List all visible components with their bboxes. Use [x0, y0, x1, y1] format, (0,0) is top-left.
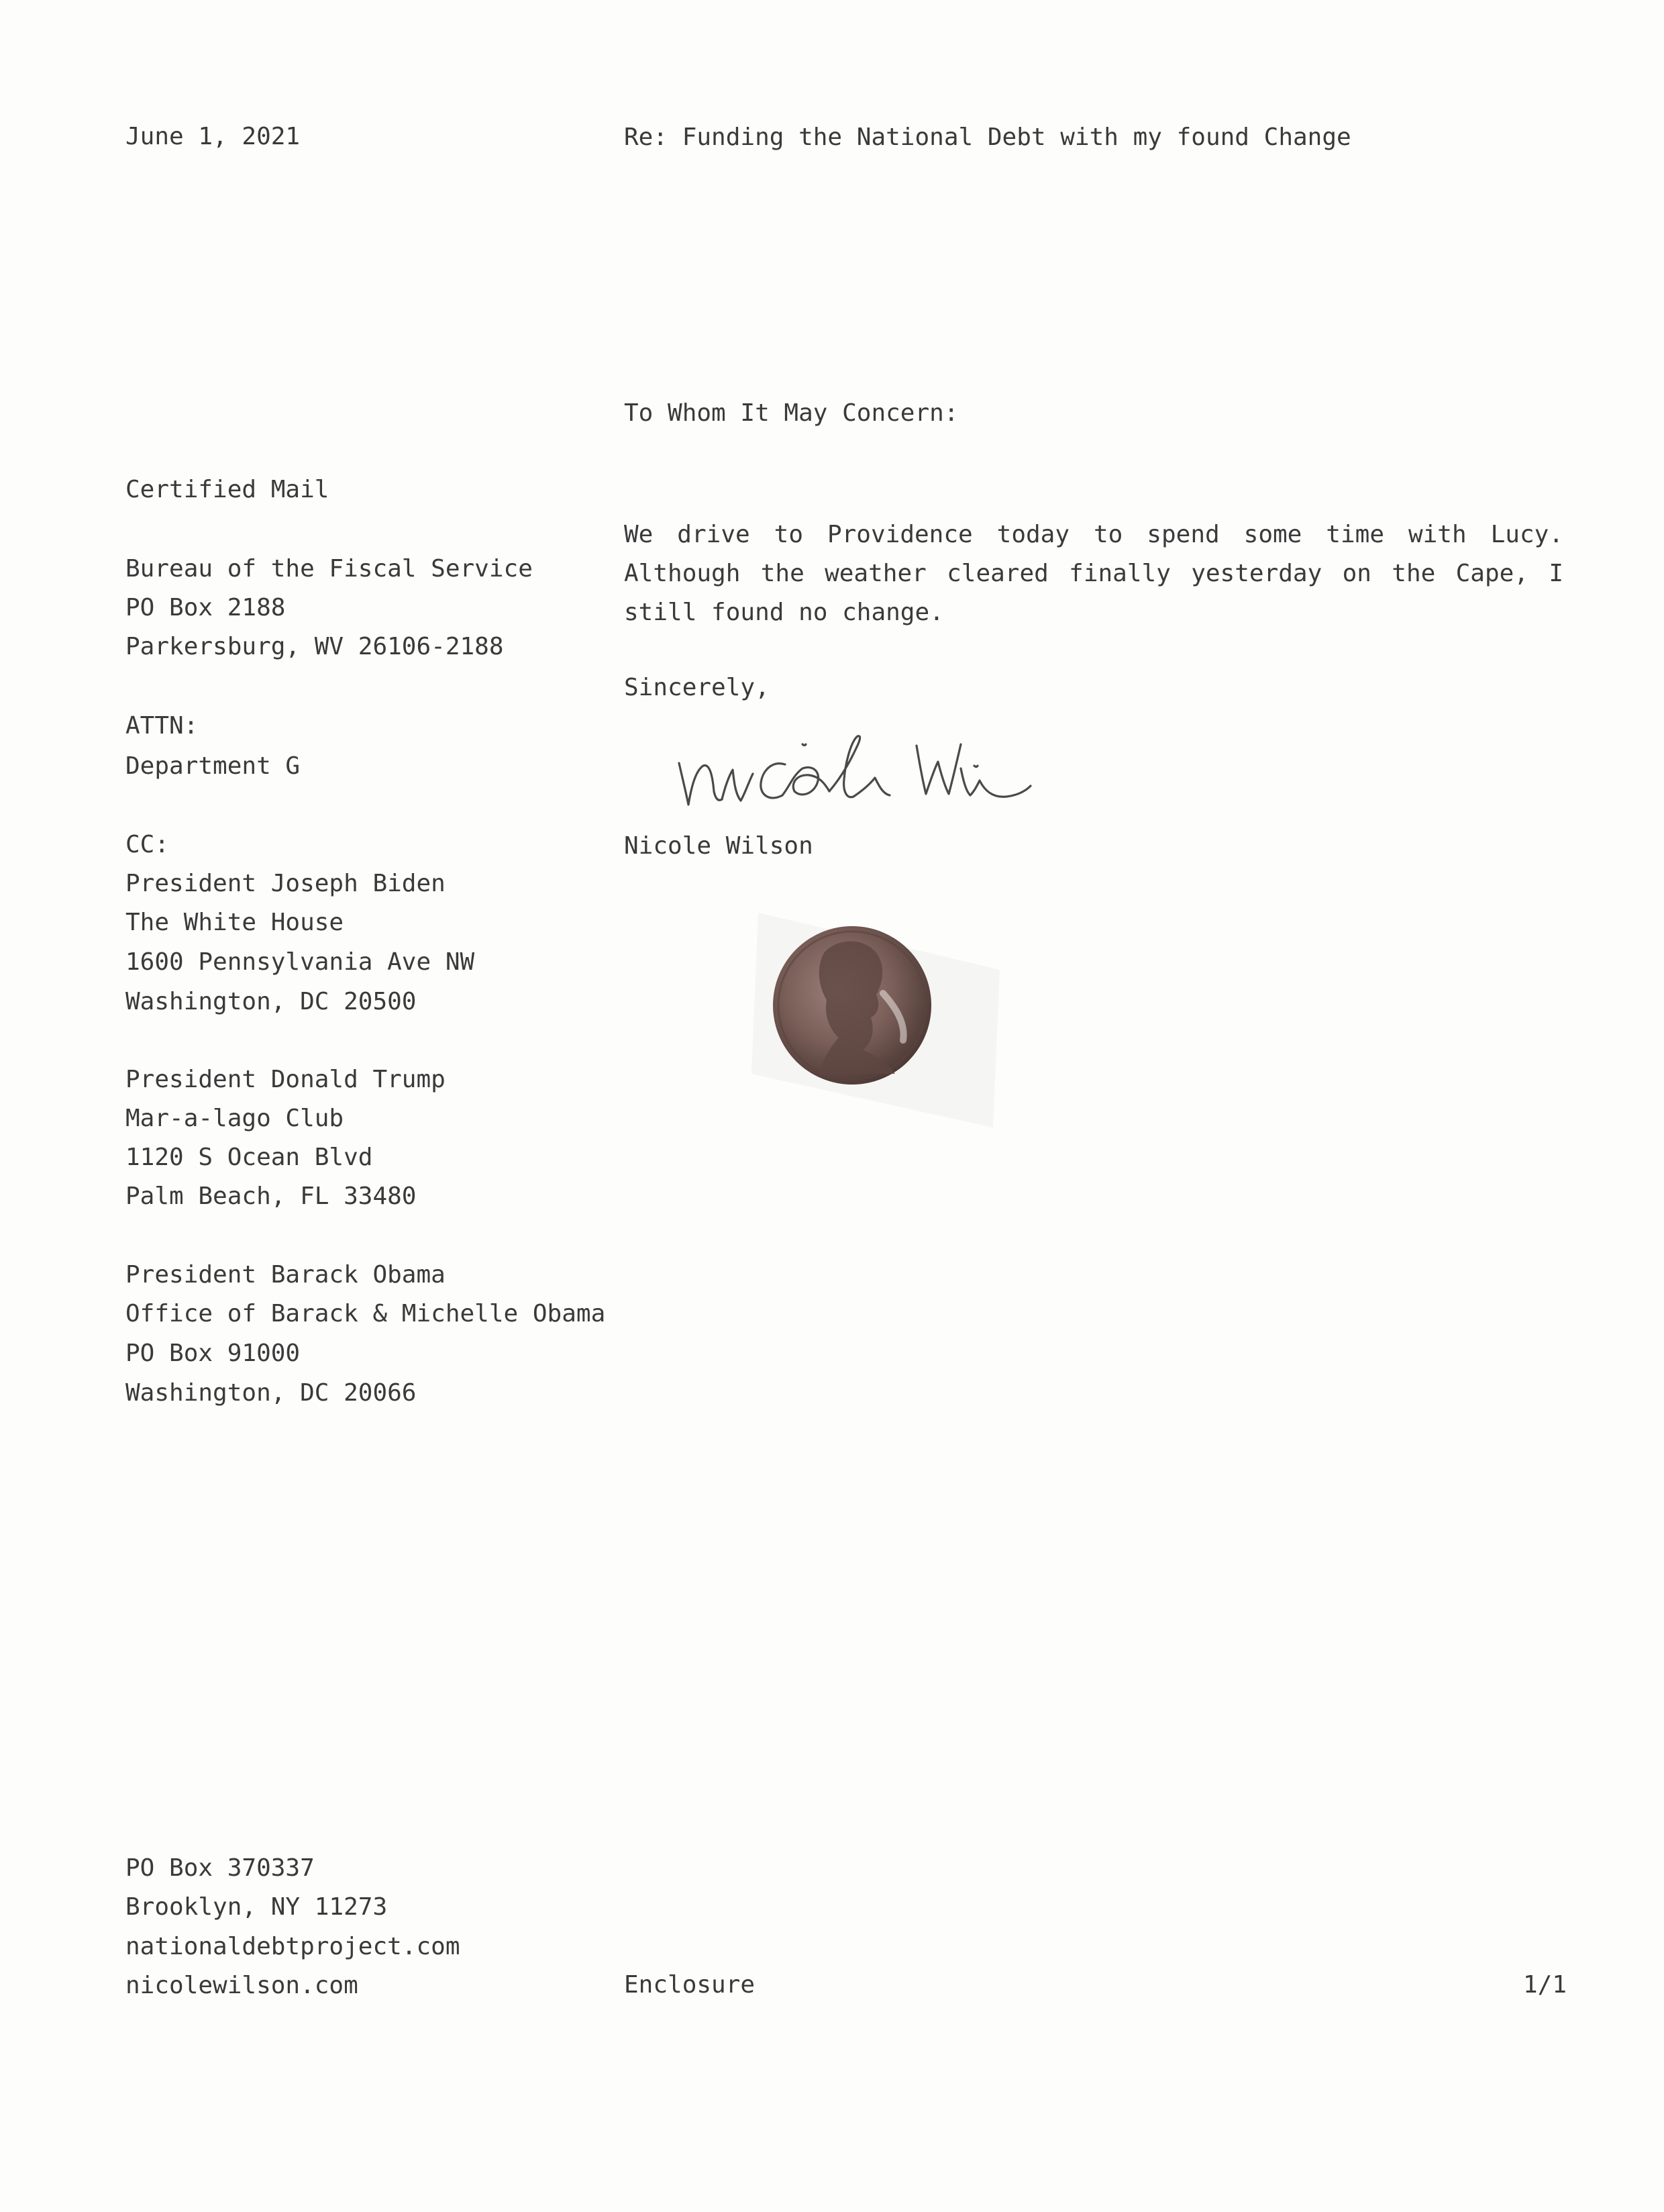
cc-biden-line-3: 1600 Pennsylvania Ave NW — [125, 948, 475, 976]
footer-address-line-1: PO Box 370337 — [125, 1854, 315, 1882]
letter-date: June 1, 2021 — [125, 123, 301, 150]
recipient-line-2: PO Box 2188 — [125, 594, 286, 621]
cc-biden-line-4: Washington, DC 20500 — [125, 988, 417, 1015]
recipient-line-1: Bureau of the Fiscal Service — [125, 555, 533, 583]
letter-subject: Re: Funding the National Debt with my found Change — [624, 123, 1351, 151]
enclosed-penny — [745, 906, 1013, 1134]
cc-obama-line-4: Washington, DC 20066 — [125, 1379, 417, 1407]
cc-biden-line-1: President Joseph Biden — [125, 870, 446, 897]
footer-website-1: nationaldebtproject.com — [125, 1933, 460, 1960]
recipient-line-3: Parkersburg, WV 26106-2188 — [125, 633, 504, 660]
enclosure-label: Enclosure — [624, 1971, 756, 1999]
cc-obama-line-3: PO Box 91000 — [125, 1340, 301, 1367]
cc-label: CC: — [125, 831, 170, 858]
mail-method: Certified Mail — [125, 476, 329, 503]
cc-trump-line-1: President Donald Trump — [125, 1066, 446, 1093]
cc-biden-line-2: The White House — [125, 909, 344, 936]
salutation: To Whom It May Concern: — [624, 399, 959, 427]
cc-obama-line-2: Office of Barack & Michelle Obama — [125, 1300, 606, 1327]
cc-trump-line-4: Palm Beach, FL 33480 — [125, 1183, 417, 1210]
page-number: 1/1 — [1523, 1971, 1567, 1999]
signature — [671, 721, 1033, 822]
footer-website-2: nicolewilson.com — [125, 1972, 358, 1999]
attn-label: ATTN: — [125, 712, 199, 740]
body-paragraph: We drive to Providence today to spend some time with Lucy. Although the weather cleared finally yesterday on the Cape, I still found no change. — [624, 521, 1563, 626]
attn-value: Department G — [125, 752, 301, 780]
closing: Sincerely, — [624, 674, 770, 701]
footer-address-line-2: Brooklyn, NY 11273 — [125, 1893, 388, 1921]
signer-name: Nicole Wilson — [624, 832, 813, 860]
cc-trump-line-3: 1120 S Ocean Blvd — [125, 1144, 373, 1171]
cc-trump-line-2: Mar-a-lago Club — [125, 1105, 344, 1132]
cc-obama-line-1: President Barack Obama — [125, 1261, 446, 1289]
